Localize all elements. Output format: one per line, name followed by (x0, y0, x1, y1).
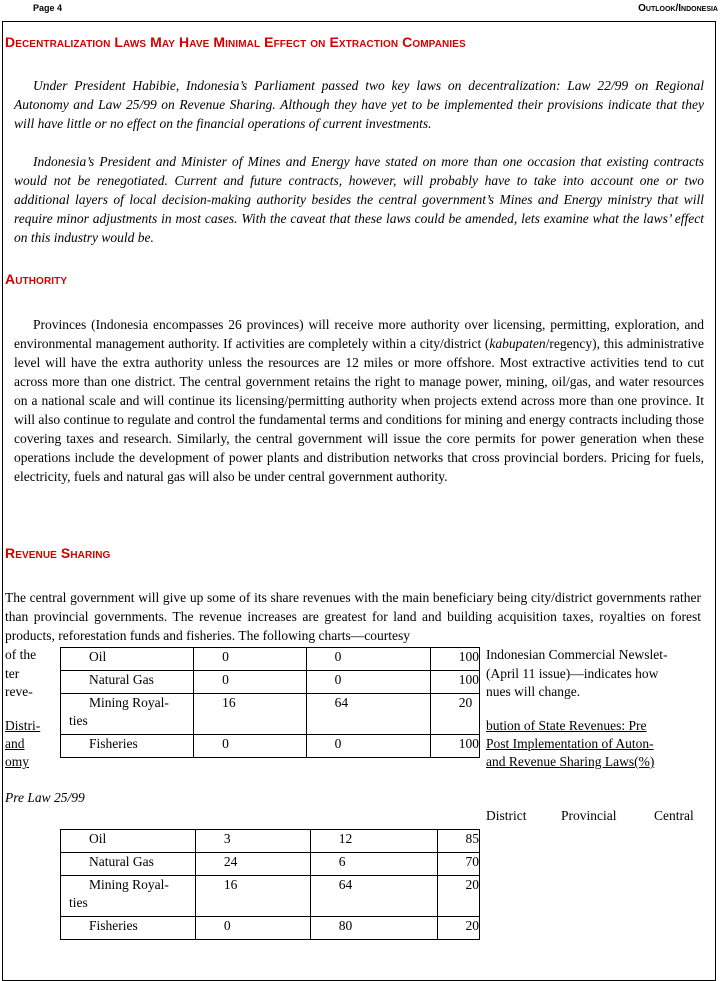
fragment-left-3: reve- (5, 684, 33, 699)
col-header-district: District (486, 808, 527, 823)
authority-heading: Authority (5, 271, 68, 287)
central-value: 85 (437, 830, 480, 853)
article-title: Decentralization Laws May Have Minimal Effect on Extraction Companies (5, 34, 466, 50)
row-label: Natural Gas (61, 671, 194, 694)
provincial-value: 80 (310, 917, 437, 940)
district-value: 16 (194, 694, 307, 735)
district-value: 0 (194, 648, 307, 671)
provincial-value: 0 (306, 671, 430, 694)
authority-text-2: /regency), this administrative level will have the extra authority unless the resources are 12 miles or more offshore. Most extractive activities tend to cut across more than one district. The central government retains the right to manage power, mining, oil/gas, and water resources on a national scale and will continue its licensing/permitting authority when projects extend across more than one province. It will also continue to regulate and control the fundamental terms and conditions for mining and energy contracts including those covering taxes and research. Similarly, the central government will issue the core permits for power generation when these operations include the development of power plants and distribution networks that cross provincial borders. Pricing for fuels, electricity, fuels and natural gas will also be under central government authority. (14, 336, 705, 484)
fragment-right-3: nues will change. (486, 684, 581, 699)
authority-text-1: Provinces (Indonesia encompasses 26 provinces) will receive more authority over licensing, permitting, exploration, and environmental management authority. If activities are completely within a city/district ( (14, 317, 704, 351)
table-row (61, 694, 480, 735)
table-row (61, 735, 480, 758)
table-row (61, 917, 480, 940)
authority-term: kabupaten (489, 336, 546, 351)
row-label: Fisheries (61, 917, 196, 940)
district-value: 16 (195, 876, 310, 917)
row-label: Fisheries (61, 735, 194, 758)
publication-name: Outlook/Indonesia (638, 3, 718, 14)
col-header-central: Central (654, 808, 694, 823)
row-label: Oil (61, 648, 194, 671)
row-label: Oil (61, 830, 196, 853)
caption-left-3: omy (5, 754, 30, 769)
caption-left-2: and (5, 736, 25, 751)
table-row (61, 648, 480, 671)
row-label: Mining Royal- ties (61, 876, 196, 917)
central-value: 20 (430, 694, 479, 735)
revenue-table-current (60, 647, 480, 758)
provincial-value: 64 (310, 876, 437, 917)
fragment-right-1: Indonesian Commercial Newslet- (486, 647, 668, 662)
table-row (61, 830, 480, 853)
revenue-table-pre-law (60, 829, 480, 940)
provincial-value: 0 (306, 648, 430, 671)
provincial-value: 6 (310, 853, 437, 876)
district-value: 0 (195, 917, 310, 940)
row-label: Mining Royal- ties (61, 694, 194, 735)
caption-right-3: and Revenue Sharing Laws(%) (486, 754, 655, 769)
authority-paragraph (14, 315, 704, 486)
central-value: 20 (437, 917, 480, 940)
col-header-provincial: Provincial (561, 808, 617, 823)
provincial-value: 12 (310, 830, 437, 853)
central-value: 100 (430, 648, 479, 671)
fragment-right-2: (April 11 issue)—indicates how (486, 666, 659, 681)
revenue-heading: Revenue Sharing (5, 545, 111, 561)
intro-paragraph-2: Indonesia’s President and Minister of Mines and Energy have stated on more than one occasion that existing contracts would not be renegotiated. Current and future contracts, however, will probably have to take into account one or two additional layers of local decision-making authority besides the central government’s Mines and Energy ministry that will require minor adjustments in most cases. With the caveat that these laws could be amended, lets examine what the laws’ effect on this industry would be. (14, 154, 704, 245)
row-label: Natural Gas (61, 853, 196, 876)
intro-paragraph-1: Under President Habibie, Indonesia’s Parliament passed two key laws on decentralization: Law 22/99 on Regional Autonomy and Law 25/99 on Revenue Sharing. Although they have yet to be implemented their provisions indicate that they will have little or no effect on the financial operations of current investments. (14, 78, 704, 131)
table-row (61, 876, 480, 917)
district-value: 0 (194, 735, 307, 758)
central-value: 20 (437, 876, 480, 917)
pre-law-label: Pre Law 25/99 (5, 790, 85, 805)
caption-right-2: Post Implementation of Auton- (486, 736, 654, 751)
provincial-value: 0 (306, 735, 430, 758)
page-number: Page 4 (33, 3, 63, 13)
table-row (61, 853, 480, 876)
central-value: 100 (430, 735, 479, 758)
district-value: 3 (195, 830, 310, 853)
provincial-value: 64 (306, 694, 430, 735)
district-value: 24 (195, 853, 310, 876)
fragment-left-2: ter (5, 666, 20, 681)
district-value: 0 (194, 671, 307, 694)
revenue-paragraph: The central government will give up some of its share revenues with the main beneficiary being city/district governments rather than provincial governments. The revenue increases are greatest for land and building acquisition taxes, royalties on forest products, reforestation funds and fisheries. The following charts—courtesy (5, 590, 701, 643)
caption-left-1: Distri- (5, 718, 41, 733)
central-value: 100 (430, 671, 479, 694)
table-row (61, 671, 480, 694)
central-value: 70 (437, 853, 480, 876)
fragment-left-1: of the (5, 647, 37, 662)
caption-right-1: bution of State Revenues: Pre (486, 718, 647, 733)
